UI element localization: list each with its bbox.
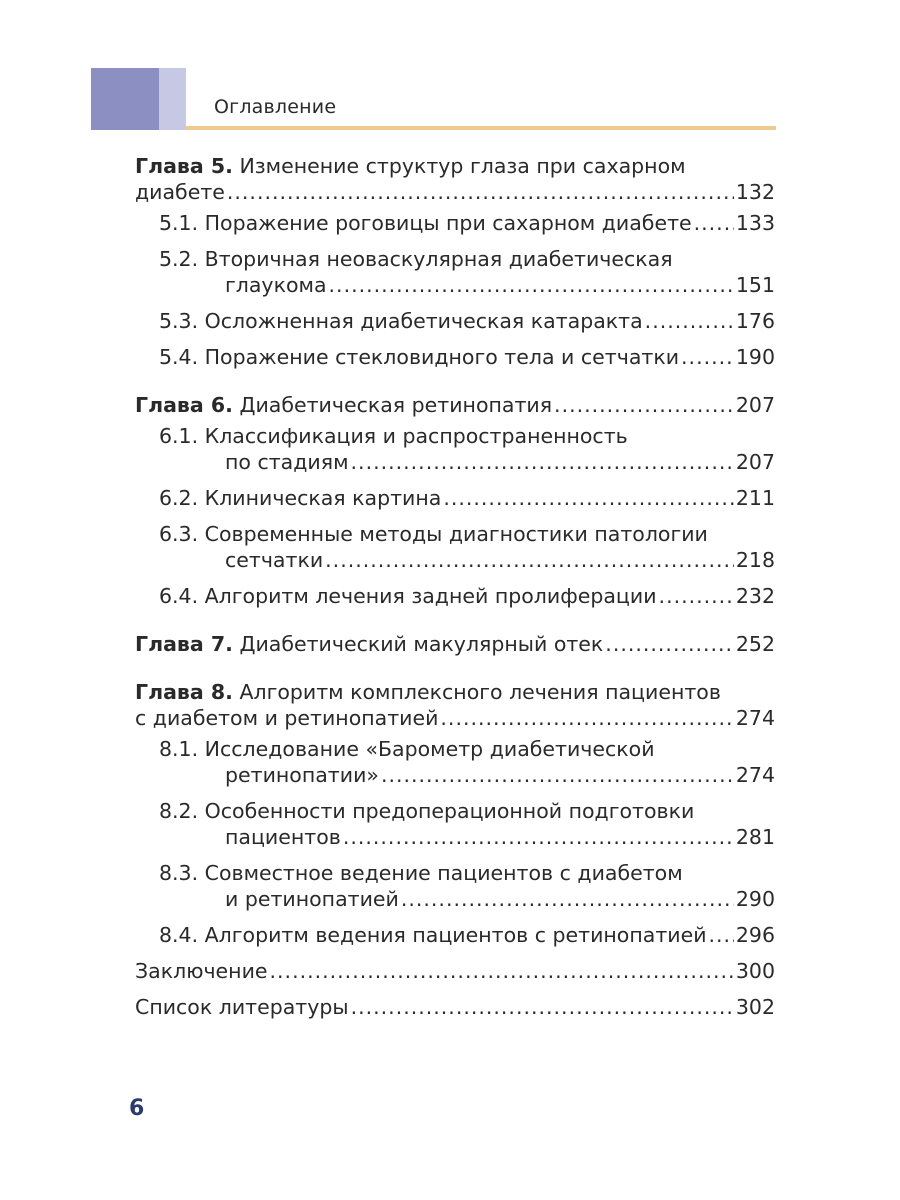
toc-conclusion[interactable] <box>135 958 775 984</box>
page-ref: 281 <box>735 825 775 849</box>
leader-dots <box>270 958 734 984</box>
toc-chapter-8[interactable] <box>135 679 775 731</box>
section-title: 8.3. Совместное ведение пациентов с диабетом <box>159 861 683 885</box>
toc-section-5-4[interactable] <box>135 344 775 370</box>
leader-dots <box>709 922 734 948</box>
section-title: 8.1. Исследование «Барометр диабетической <box>159 737 655 761</box>
page-number: 6 <box>129 1096 145 1121</box>
page-ref: 274 <box>735 763 775 787</box>
toc-chapter-7[interactable] <box>135 631 775 657</box>
toc-chapter-5[interactable] <box>135 153 775 205</box>
chapter-title-cont: диабете <box>135 180 225 204</box>
leader-dots <box>645 308 734 334</box>
leader-dots <box>440 705 733 731</box>
page-ref: 133 <box>735 211 775 235</box>
leader-dots <box>401 886 734 912</box>
section-title: Заключение <box>135 959 268 983</box>
section-title: 5.1. Поражение роговицы при сахарном диабете <box>159 211 692 235</box>
header-accent-block <box>91 68 159 130</box>
leader-dots <box>605 631 734 657</box>
page-ref: 296 <box>735 923 775 947</box>
leader-dots <box>554 392 734 418</box>
page-ref: 232 <box>735 584 775 608</box>
toc-references[interactable] <box>135 994 775 1020</box>
page-ref: 218 <box>735 548 775 572</box>
toc-section-6-1[interactable] <box>135 423 775 475</box>
section-title: 6.2. Клиническая картина <box>159 486 442 510</box>
leader-dots <box>381 762 734 788</box>
page-ref: 207 <box>735 450 775 474</box>
section-title-cont: по стадиям <box>225 450 349 474</box>
leader-dots <box>443 485 734 511</box>
page-ref: 176 <box>735 309 775 333</box>
page-ref: 211 <box>735 486 775 510</box>
toc-section-8-4[interactable] <box>135 922 775 948</box>
toc-section-5-1[interactable] <box>135 210 775 236</box>
table-of-contents <box>135 153 775 1020</box>
chapter-title: Алгоритм комплексного лечения пациентов <box>239 680 721 704</box>
section-title: Список литературы <box>135 995 349 1019</box>
section-title: 5.3. Осложненная диабетическая катаракта <box>159 309 643 333</box>
chapter-title: Изменение структур глаза при сахарном <box>239 154 686 178</box>
page-ref: 252 <box>735 632 775 656</box>
page-ref: 151 <box>735 273 775 297</box>
toc-section-8-3[interactable] <box>135 860 775 912</box>
toc-section-6-2[interactable] <box>135 485 775 511</box>
chapter-label: Глава 7. <box>135 632 233 656</box>
leader-dots <box>659 583 734 609</box>
section-title-cont: и ретинопатией <box>225 887 399 911</box>
section-title: 5.2. Вторичная неоваскулярная диабетическая <box>159 247 673 271</box>
page-ref: 274 <box>735 706 775 730</box>
page-ref: 132 <box>735 180 775 204</box>
section-title: 6.3. Современные методы диагностики патологии <box>159 522 708 546</box>
leader-dots <box>325 547 734 573</box>
leader-dots <box>351 449 734 475</box>
leader-dots <box>343 824 734 850</box>
section-title: 8.2. Особенности предоперационной подготовки <box>159 799 695 823</box>
section-title-cont: глаукома <box>225 273 327 297</box>
section-title-cont: сетчатки <box>225 548 324 572</box>
leader-dots <box>329 272 734 298</box>
chapter-label: Глава 5. <box>135 154 233 178</box>
leader-dots <box>227 179 734 205</box>
section-title-cont: пациентов <box>225 825 341 849</box>
section-title-cont: ретинопатии» <box>225 763 379 787</box>
page-ref: 207 <box>735 393 775 417</box>
leader-dots <box>681 344 734 370</box>
section-title: 8.4. Алгоритм ведения пациентов с ретинопатией <box>159 923 707 947</box>
chapter-title: Диабетический макулярный отек <box>239 632 604 656</box>
leader-dots <box>694 210 734 236</box>
page-ref: 290 <box>735 887 775 911</box>
chapter-title-cont: с диабетом и ретинопатией <box>135 706 439 730</box>
toc-section-8-2[interactable] <box>135 798 775 850</box>
section-title: 5.4. Поражение стекловидного тела и сетчатки <box>159 345 680 369</box>
page-ref: 302 <box>735 995 775 1019</box>
section-title: 6.1. Классификация и распространенность <box>159 424 628 448</box>
header-accent-block-light <box>159 68 186 130</box>
toc-section-6-4[interactable] <box>135 583 775 609</box>
leader-dots <box>351 994 734 1020</box>
toc-section-5-2[interactable] <box>135 246 775 298</box>
chapter-title: Диабетическая ретинопатия <box>239 393 553 417</box>
toc-chapter-6[interactable] <box>135 392 775 418</box>
page-title: Оглавление <box>214 96 337 118</box>
section-title: 6.4. Алгоритм лечения задней пролиферации <box>159 584 657 608</box>
header-rule <box>186 126 776 130</box>
chapter-label: Глава 6. <box>135 393 233 417</box>
toc-section-8-1[interactable] <box>135 736 775 788</box>
chapter-label: Глава 8. <box>135 680 233 704</box>
page-ref: 190 <box>735 345 775 369</box>
page-ref: 300 <box>735 959 775 983</box>
toc-section-5-3[interactable] <box>135 308 775 334</box>
toc-section-6-3[interactable] <box>135 521 775 573</box>
